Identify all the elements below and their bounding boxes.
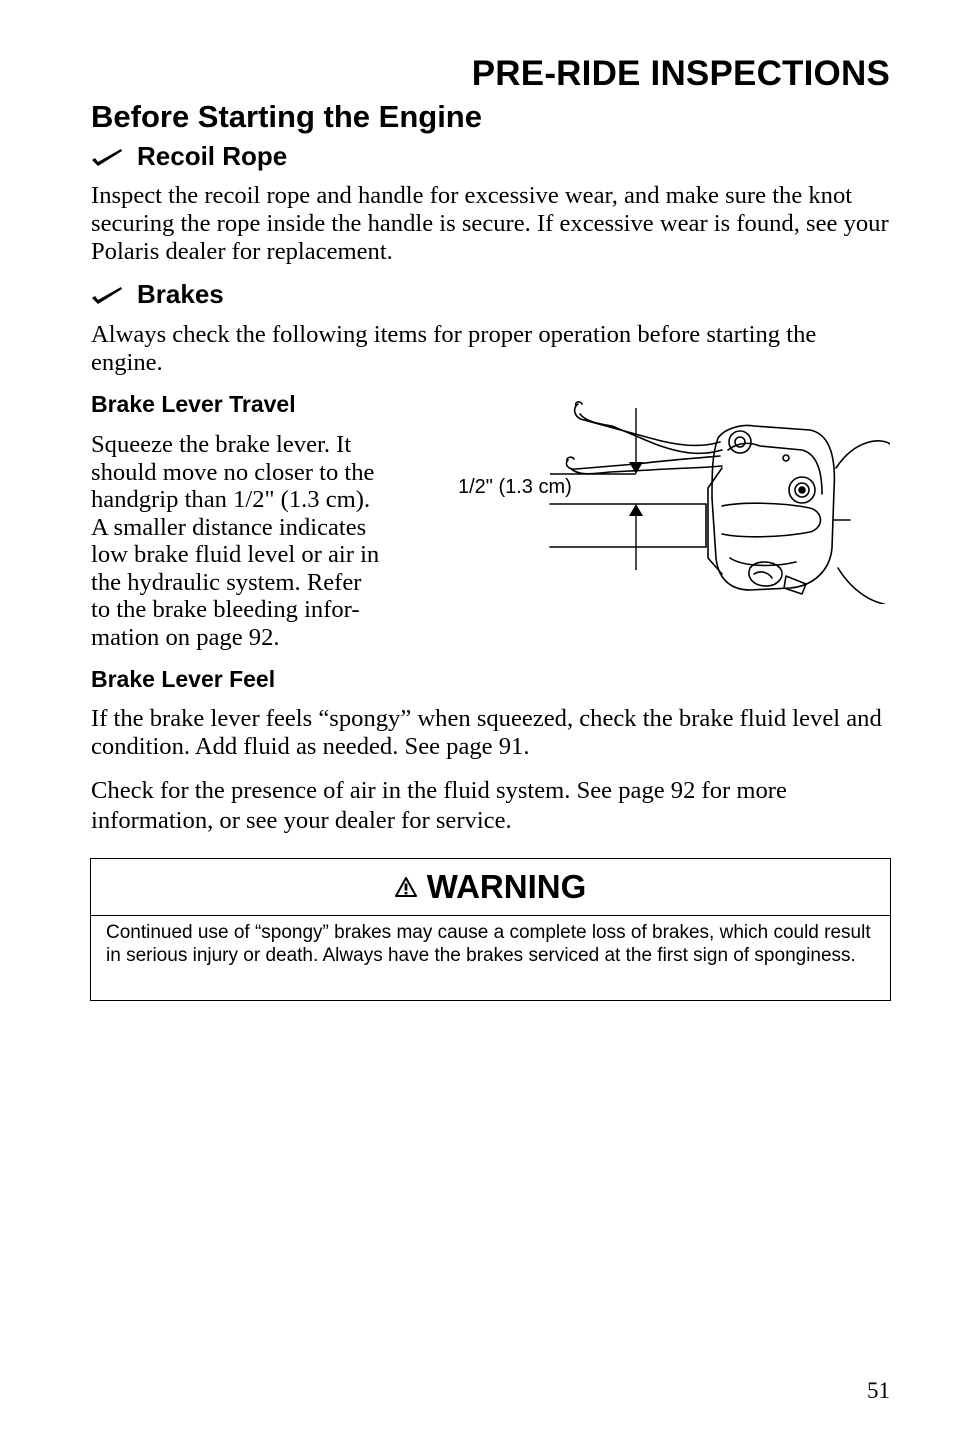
warning-header bbox=[91, 859, 890, 916]
text-line: to the brake bleeding infor- bbox=[91, 596, 360, 623]
text-line: should move no closer to the bbox=[91, 458, 375, 486]
brake-lever-feel-heading: Brake Lever Feel bbox=[91, 666, 276, 692]
warning-text: Continued use of “spongy” brakes may cause a complete loss of brakes, which could result in serious injury or death. Always have the brakes serviced at the first sign of sponginess. bbox=[106, 922, 871, 966]
brake-lever-travel-heading: Brake Lever Travel bbox=[91, 391, 296, 417]
text-line: low brake fluid level or air in bbox=[91, 541, 380, 568]
brake-lever-illustration bbox=[450, 398, 890, 604]
warning-triangle-icon bbox=[395, 877, 417, 897]
text-line: A smaller distance indicates bbox=[91, 513, 367, 541]
brakes-paragraph: Always check the following items for proper operation before starting the engine. bbox=[91, 321, 817, 376]
brake-lever-feel-paragraph-1: If the brake lever feels “spongy” when squeezed, check the brake fluid level and condition. Add fluid as needed. See page 91. bbox=[91, 705, 882, 760]
page-number: 51 bbox=[867, 1378, 890, 1403]
text-line: the hydraulic system. Refer bbox=[91, 568, 362, 596]
brake-lever-drawing bbox=[450, 398, 890, 604]
recoil-rope-heading-text: Recoil Rope bbox=[137, 141, 288, 171]
brakes-heading-text: Brakes bbox=[137, 279, 224, 309]
warning-title: WARNING bbox=[426, 868, 587, 905]
recoil-rope-heading bbox=[91, 141, 287, 172]
brake-lever-travel-paragraph bbox=[91, 431, 421, 651]
chapter-title: PRE-RIDE INSPECTIONS bbox=[471, 54, 890, 93]
brakes-heading bbox=[91, 279, 224, 310]
checkmark-icon bbox=[91, 147, 123, 167]
checkmark-icon bbox=[91, 285, 123, 305]
brake-lever-feel-paragraph-2: Check for the presence of air in the fluid system. See page 92 for more information, or see your dealer for service. bbox=[91, 777, 787, 834]
text-line: Squeeze the brake lever. It bbox=[91, 431, 352, 458]
text-line: handgrip than 1/2" (1.3 cm). bbox=[91, 486, 371, 513]
section-title: Before Starting the Engine bbox=[91, 99, 482, 134]
text-line: mation on page 92. bbox=[91, 623, 280, 651]
warning-box bbox=[90, 858, 891, 1001]
dimension-label: 1/2" (1.3 cm) bbox=[458, 476, 572, 498]
recoil-rope-paragraph: Inspect the recoil rope and handle for excessive wear, and make sure the knot securing the rope inside the handle is secure. If excessive wear is found, see your Polaris dealer for replacement. bbox=[91, 182, 889, 265]
